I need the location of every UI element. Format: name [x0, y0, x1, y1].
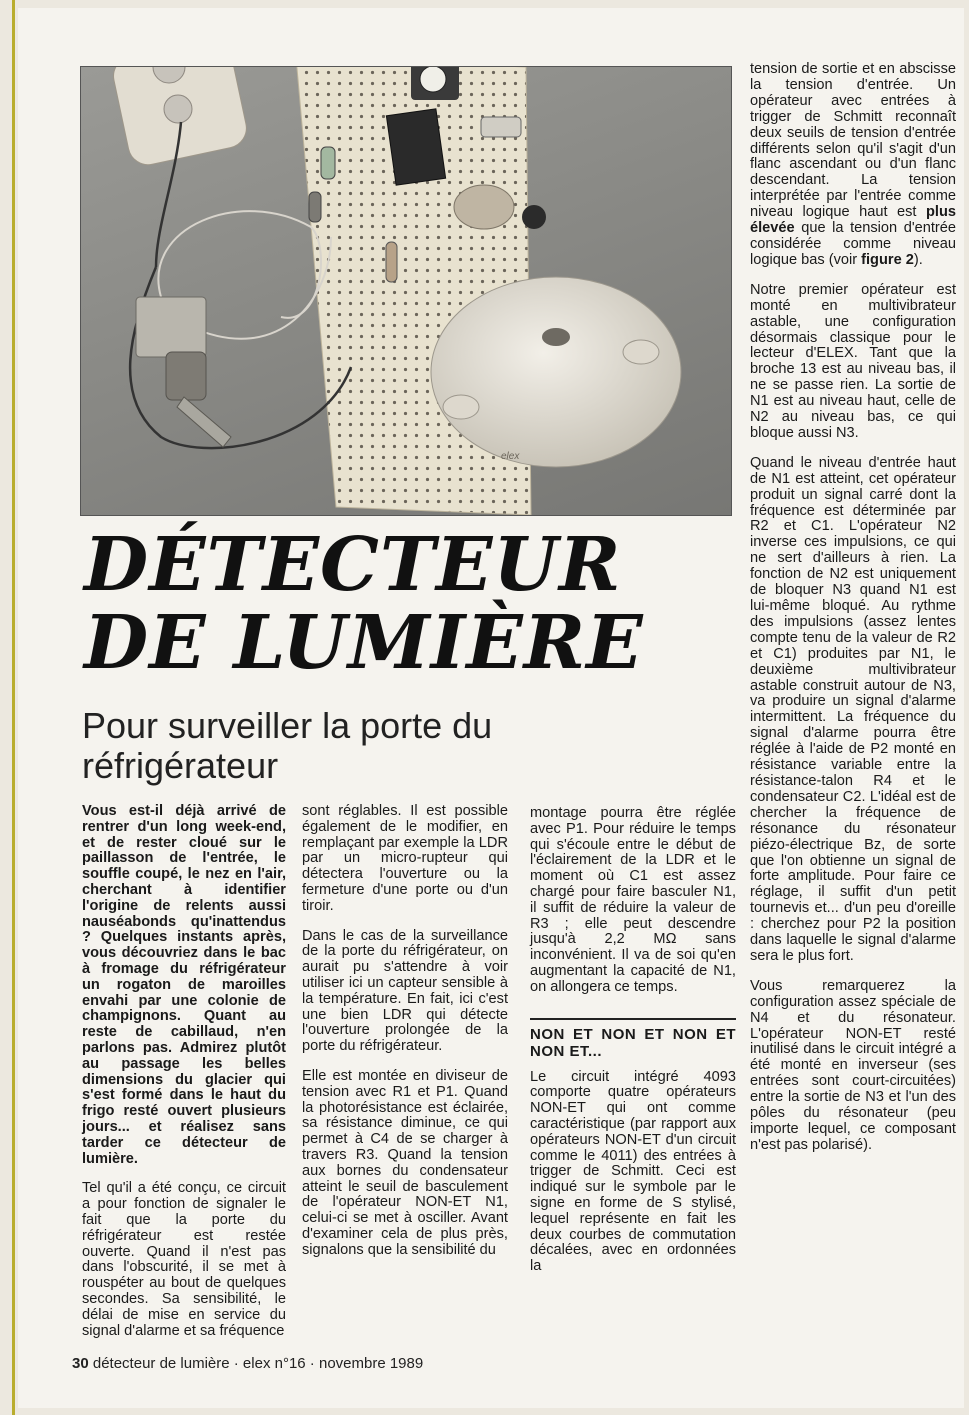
footer-text: détecteur de lumière · elex n°16 · novembre 1989 [92, 1355, 424, 1372]
section-heading: NON ET NON ET NON ET NON ET... [530, 1018, 736, 1060]
col3-paragraph-1: montage pourra être réglée avec P1. Pour réduire le temps qui s'écoule entre le début de l'éclairement de la LDR et le moment où C1 est assez chargé pour faire basculer N1, il suffit de réduire la valeur de R3 ; elle peut descendre jusqu'à 2,2 MΩ sans inconvénient. Il va de soi qu'en augmentant la capacité de N1, on allongera ce temps. [530, 805, 736, 995]
article-subtitle: Pour surveiller la porte du réfrigérateur [82, 705, 493, 786]
col2-paragraph-2: Dans le cas de la surveillance de la porte du réfrigérateur, on aurait pu s'attendre à voir utiliser ici un capteur sensible à la température. En fait, ici c'est une bien LDR qui détecte l'ouverture prolongée de la porte du réfrigérateur. [302, 927, 508, 1055]
title-line-1: DÉTECTEUR [84, 522, 622, 608]
article-column-2 [302, 804, 508, 1273]
circuit-photo [80, 66, 732, 516]
col2-paragraph-1: sont réglables. Il est possible également de le modifier, en remplaçant par exemple la LDR par un micro-rupteur qui détectera l'ouverture ou la fermeture d'une porte ou d'un tiroir. [302, 803, 508, 914]
col4-p1-text: tension de sortie et en abscisse la tension d'entrée. Un opérateur avec entrées à trigger de Schmitt reconnaît deux seuils de tension d'entrée différents selon qu'il s'agit d'un flanc ascendant ou d'un flanc descendant. La tension interprétée par l'entrée comme niveau logique haut est [750, 61, 956, 221]
col4-paragraph-2: Notre premier opérateur est monté en multivibrateur astable, une configuration désormais classique pour le lecteur d'ELEX. Tant que la broche 13 est au niveau bas, il ne se passe rien. La sortie de N1 est au niveau haut, celle de N2 au niveau bas, ce qui bloque aussi N3. [750, 281, 956, 441]
col2-paragraph-3: Elle est montée en diviseur de tension avec R1 et P1. Quand la photorésistance est éclairée, sa résistance diminue, ce qui permet à C4 de se charger à travers R3. Quand la tension aux bornes du condensateur atteint le seuil de basculement de l'opérateur NON-ET N1, celui-ci se met à osciller. Avant d'examiner cela de plus près, signalons que la sensibilité du [302, 1067, 508, 1258]
col4-p1-end: ). [913, 251, 923, 268]
col4-p1-emphasis: plus élevée [750, 204, 956, 237]
lead-paragraph: Vous est-il déjà arrivé de rentrer d'un long week-end, et de rester cloué sur le paillasson de l'entrée, le souffle coupé, le nez en l'air, cherchant à identifier l'origine de relents aussi nauséabonds qu'inattendus ? Quelques instants après, vous découvriez dans le bac à fromage du réfrigérateur un rogaton de maroilles envahi par une colonie de champignons. Quant au reste de cabillaud, n'en parlons pas. Admirez plutôt au passage les belles dimensions du glacier qui s'est formé dans le haut du frigo resté ouvert plusieurs jours... et réalisez sans tarder ce détecteur de lumière. [82, 803, 286, 1167]
article-column-1 [82, 804, 286, 1353]
col4-paragraph-4: Vous remarquerez la configuration assez spéciale de N4 et du résonateur. L'opérateur NON-ET resté inutilisé dans le circuit intégré a été monté en inverseur (ses entrées sont court-circuitées) entre la sortie de N3 et l'un des pôles du résonateur (peu importe lequel, ce composant n'est pas polarisé). [750, 977, 956, 1153]
article-title [84, 522, 764, 686]
title-line-2: DE LUMIÈRE [84, 600, 644, 686]
col4-p1-mid: que la tension d'entrée considérée comme niveau logique bas (voir [750, 220, 956, 268]
col1-paragraph-1: Tel qu'il a été conçu, ce circuit a pour fonction de signaler le fait que la porte du réfrigérateur est restée ouverte. Quand il n'est pas dans l'obscurité, il se met à rouspéter au bout de quelques secondes. Sa sensibilité, le délai de mise en service du signal d'alarme et sa fréquence [82, 1180, 286, 1339]
page-gutter-line [12, 0, 15, 1415]
article-column-4 [750, 62, 956, 1168]
article-column-3 [530, 806, 736, 1289]
col4-paragraph-1 [750, 62, 956, 269]
figure-reference: figure 2 [861, 251, 914, 268]
circuit-photo-illustration [81, 67, 731, 515]
page-number: 30 [72, 1355, 89, 1372]
board-marking: elex [501, 451, 520, 462]
page-footer [72, 1355, 423, 1372]
col4-paragraph-3: Quand le niveau d'entrée haut de N1 est atteint, cet opérateur produit un signal carré dont la fréquence est déterminée par R2 et C1. L'opérateur N2 inverse ces impulsions, ce qui ne sert d'ailleurs à rien. La fonction de N2 est uniquement de bloquer N3 quand N1 est lui-même bloqué. Au rythme des impulsions (assez lentes compte tenu de la valeur de R2 et C1) produites par N1, le deuxième multivibrateur astable construit autour de N3, va produire un signal d'alarme intermittent. La fréquence du signal d'alarme pourra être réglée à l'aide de P2 monté en résistance variable entre la résistance-talon R4 et le condensateur C2. L'idéal est de chercher la fréquence de résonance du résonateur piézo-électrique Bz, de sorte que l'on obtienne un signal de forte amplitude. Pour faire ce réglage, il suffit d'un petit tournevis et... d'un peu d'oreille : cherchez pour P2 la position dans laquelle le signal d'alarme sera le plus fort. [750, 454, 956, 964]
col3-paragraph-2: Le circuit intégré 4093 comporte quatre opérateurs NON-ET qui ont comme caractéristique (par rapport aux opérateurs NON-ET d'un circuit comme le 4011) des entrées à trigger de Schmitt. Ceci est indiqué sur le symbole par le signe en forme de S stylisé, lequel représente en fait les deux courbes de commutation décalées, avec en ordonnées la [530, 1068, 736, 1275]
